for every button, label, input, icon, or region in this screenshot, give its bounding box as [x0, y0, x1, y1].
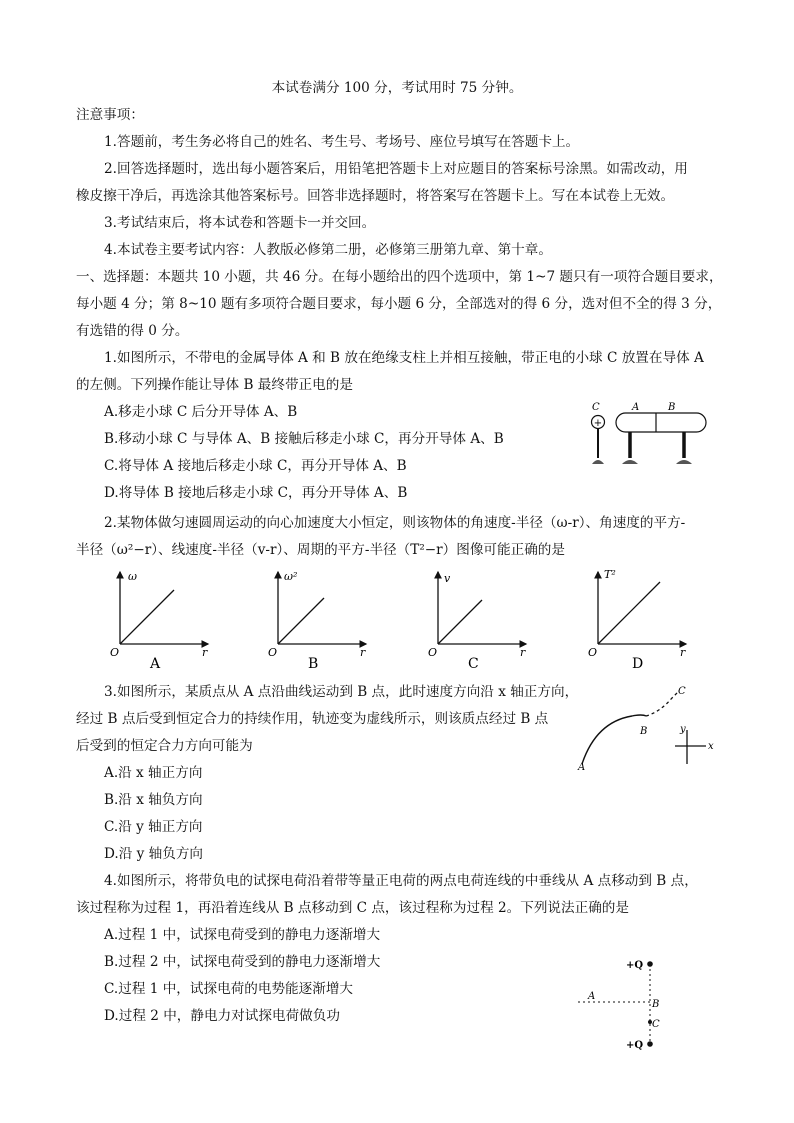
q4-stem-cont: 该过程称为过程 1，再沿着连线从 B 点移动到 C 点，该过程称为过程 2。下列说法正确的是: [76, 900, 629, 916]
q3-trajectory-figure: [570, 682, 720, 772]
q3-label-x: x: [708, 741, 714, 752]
graph-b-letter: B: [308, 656, 319, 672]
graph-b-xlabel: r: [360, 646, 366, 659]
graph-b-ylabel: ω²: [284, 570, 298, 583]
graph-c-ylabel: v: [444, 572, 451, 585]
q3-stem: 3.如图所示，某质点从 A 点沿曲线运动到 B 点，此时速度方向沿 x 轴正方向，: [104, 684, 579, 700]
q4-label-b: B: [652, 999, 660, 1010]
q3-option-a: A.沿 x 轴正方向: [104, 765, 203, 781]
q4-label-q-bottom: +Q: [626, 1040, 644, 1051]
graph-d-letter: D: [632, 656, 644, 672]
q3-label-a: A: [578, 762, 586, 772]
q1-base-c: [592, 460, 604, 464]
q3-label-y: y: [680, 724, 686, 735]
notice-item: 4.本试卷主要考试内容：人教版必修第二册，必修第三册第九章、第十章。: [104, 242, 552, 258]
section-text: 每小题 4 分；第 8~10 题有多项符合题目要求，每小题 6 分，全部选对的得 6 分，选对但不全的得 3 分，: [76, 296, 722, 312]
q1-stem: 1.如图所示，不带电的金属导体 A 和 B 放在绝缘支柱上并相互接触，带正电的小球 C 放置在导体 A: [104, 350, 704, 366]
q4-option-b: B.过程 2 中，试探电荷受到的静电力逐渐增大: [104, 954, 381, 970]
graph-a: [110, 570, 208, 672]
graph-a-line: [120, 590, 174, 644]
graph-d-origin: O: [588, 646, 598, 659]
q3-label-b: B: [640, 726, 648, 737]
q3-dashed-path: [646, 692, 678, 716]
q3-solid-path: [582, 715, 646, 764]
q1-stem-cont: 的左侧。下列操作能让导体 B 最终带正电的是: [76, 377, 353, 393]
q1-plus-sign: +: [593, 418, 603, 429]
graph-c: [428, 572, 526, 672]
q4-option-d: D.过程 2 中，静电力对试探电荷做负功: [104, 1008, 340, 1024]
q3-stem-cont: 经过 B 点后受到恒定合力的持续作用，轨迹变为虚线所示，则该质点经过 B 点: [76, 711, 549, 727]
q3-option-b: B.沿 x 轴负方向: [104, 792, 203, 808]
q1-base-a: [622, 460, 638, 464]
q3-label-c: C: [678, 686, 686, 697]
q1-conductor-ab: [616, 413, 706, 432]
q4-charge-figure: [572, 952, 682, 1056]
q1-option-a: A.移走小球 C 后分开导体 A、B: [104, 404, 298, 420]
graph-c-xlabel: r: [520, 646, 526, 659]
q4-stem: 4.如图所示，将带负电的试探电荷沿着带等量正电荷的两点电荷连线的中垂线从 A 点移动到 B 点，: [104, 873, 698, 889]
q4-option-c: C.过程 1 中，试探电荷的电势能逐渐增大: [104, 981, 354, 997]
q1-option-d: D.将导体 B 接地后移走小球 C，再分开导体 A、B: [104, 485, 408, 501]
q2-stem: 2.某物体做匀速圆周运动的向心加速度大小恒定，则该物体的角速度-半径（ω-r）、角速度的平方-: [104, 515, 686, 531]
q4-label-c: C: [652, 1019, 660, 1030]
section-heading: 一、选择题：本题共 10 小题，共 46 分。在每小题给出的四个选项中，第 1~7 题只有一项符合题目要求，: [76, 269, 723, 285]
q1-base-b: [676, 460, 692, 464]
graph-d: [588, 568, 686, 672]
graph-c-origin: O: [428, 646, 438, 659]
notice-item: 3.考试结束后，将本试卷和答题卡一并交回。: [104, 215, 376, 231]
graph-d-line: [598, 582, 660, 644]
notice-item: 1.答题前，考生务必将自己的姓名、考生号、考场号、座位号填写在答题卡上。: [104, 134, 580, 150]
q4-charge-top: [647, 961, 653, 967]
graph-c-letter: C: [468, 656, 479, 672]
notice-item-cont: 橡皮擦干净后，再选涂其他答案标号。回答非选择题时，将答案写在答题卡上。写在本试卷上无效。: [76, 188, 675, 204]
q3-option-d: D.沿 y 轴负方向: [104, 846, 204, 862]
q3-stem-cont: 后受到的恒定合力方向可能为: [76, 738, 253, 754]
graph-a-ylabel: ω: [128, 570, 137, 583]
graph-a-origin: O: [110, 646, 120, 659]
q4-charge-bottom: [647, 1041, 653, 1047]
q4-option-a: A.过程 1 中，试探电荷受到的静电力逐渐增大: [104, 927, 381, 943]
q2-stem-cont: 半径（ω²−r）、线速度-半径（v-r）、周期的平方-半径（T²−r）图像可能正确的是: [76, 542, 565, 558]
graph-a-letter: A: [150, 656, 161, 672]
q4-label-a: A: [588, 991, 596, 1002]
q1-conductor-figure: [584, 398, 714, 472]
q2-graphs: [100, 566, 700, 674]
q1-label-c: C: [592, 402, 600, 413]
graph-c-line: [438, 600, 482, 644]
exam-header: 本试卷满分 100 分，考试用时 75 分钟。: [271, 80, 523, 96]
q1-label-a: A: [632, 402, 640, 413]
graph-b: [268, 570, 366, 672]
graph-d-ylabel: T²: [604, 568, 616, 581]
notice-title: 注意事项：: [76, 107, 144, 123]
section-text: 有选错的得 0 分。: [76, 323, 189, 339]
q4-label-q-top: +Q: [626, 960, 644, 971]
graph-b-origin: O: [268, 646, 278, 659]
graph-d-xlabel: r: [680, 646, 686, 659]
q1-option-c: C.将导体 A 接地后移走小球 C，再分开导体 A、B: [104, 458, 407, 474]
q3-option-c: C.沿 y 轴正方向: [104, 819, 203, 835]
graph-a-xlabel: r: [202, 646, 208, 659]
graph-b-line: [278, 598, 324, 644]
q1-option-b: B.移动小球 C 与导体 A、B 接触后移走小球 C，再分开导体 A、B: [104, 431, 504, 447]
notice-item: 2.回答选择题时，选出每小题答案后，用铅笔把答题卡上对应题目的答案标号涂黑。如需改动，用: [104, 161, 688, 177]
q1-label-b: B: [668, 402, 676, 413]
